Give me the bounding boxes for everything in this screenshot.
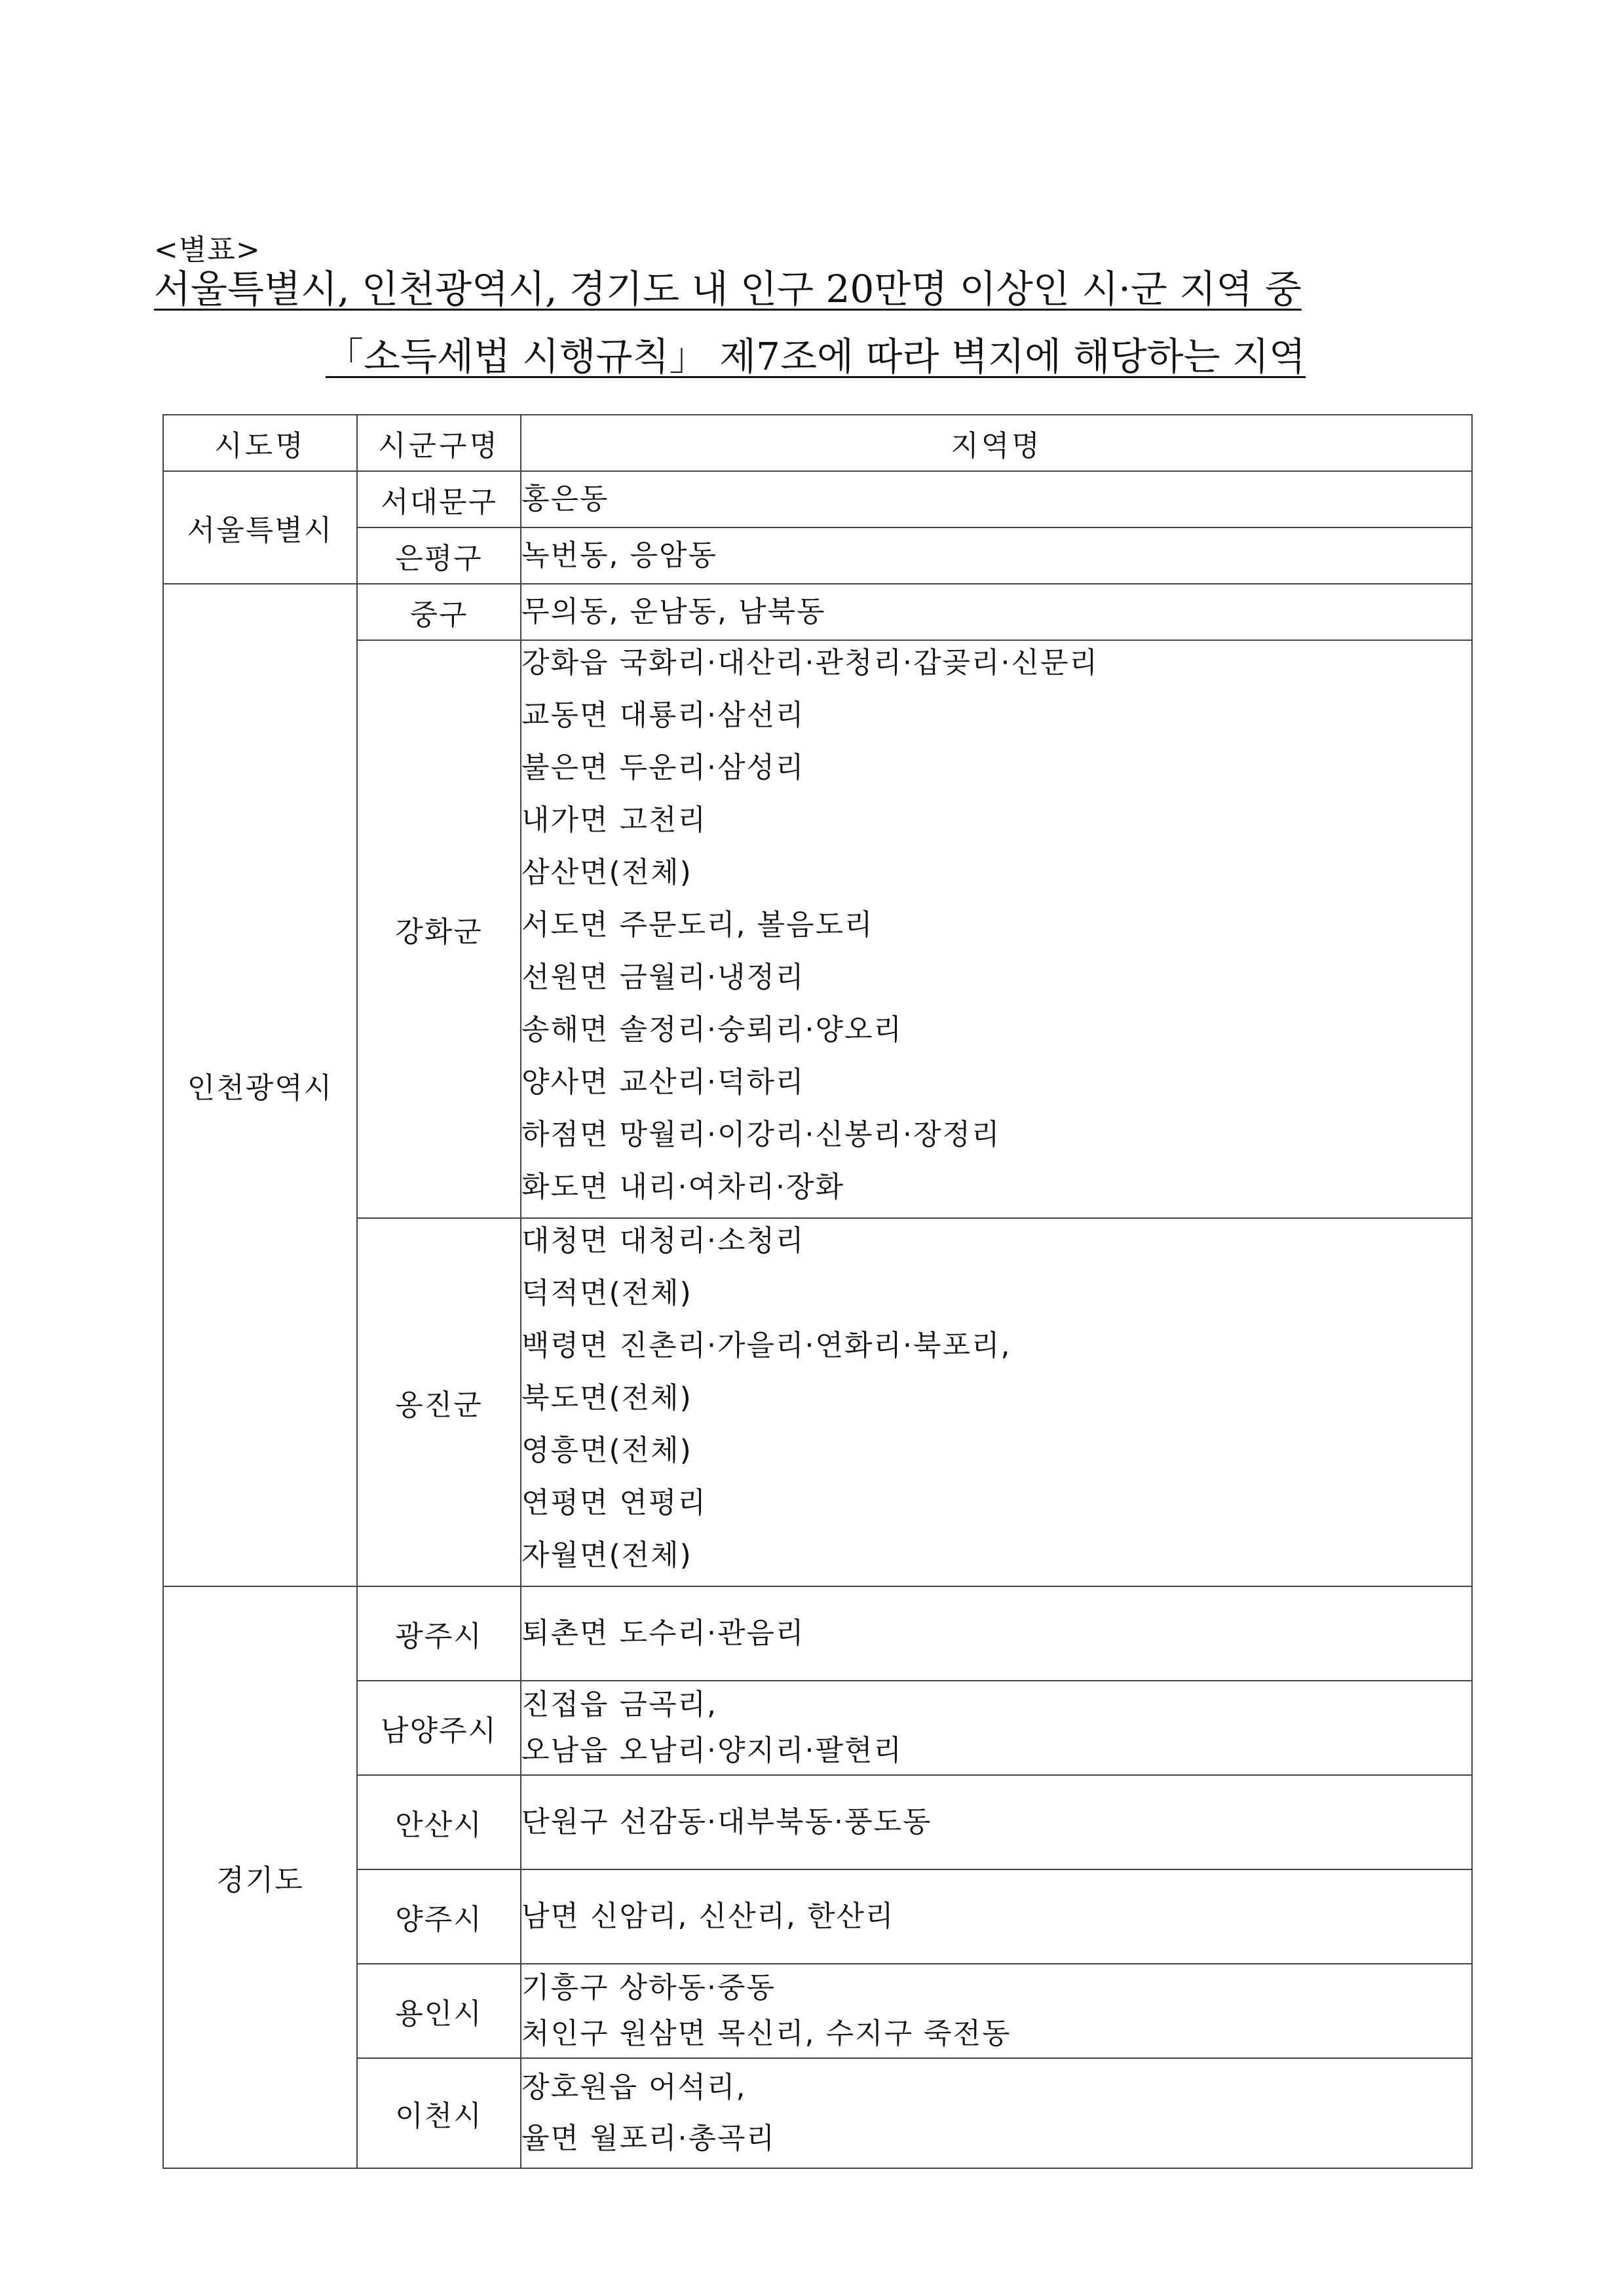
district-cell: 서대문구 — [357, 471, 521, 527]
document-title-line-1: 서울특별시, 인천광역시, 경기도 내 인구 20만명 이상인 시·군 지역 중 — [154, 267, 1302, 311]
area-cell — [521, 1775, 1472, 1869]
province-cell: 서울특별시 — [163, 471, 357, 584]
area-line: 기흥구 상하동·중동 — [521, 1971, 776, 2004]
area-line: 내가면 고천리 — [521, 803, 708, 837]
area-line: 대청면 대청리·소청리 — [521, 1224, 805, 1257]
header-area: 지역명 — [521, 415, 1472, 471]
area-line: 강화읍 국화리·대산리·관청리·갑곶리·신문리 — [521, 646, 1099, 679]
table-row — [163, 527, 1472, 584]
district-cell: 양주시 — [357, 1869, 521, 1964]
area-cell — [521, 1964, 1472, 2058]
area-line: 삼산면(전체) — [521, 856, 692, 889]
area-line: 율면 월포리·총곡리 — [521, 2122, 776, 2155]
area-line: 덕적면(전체) — [521, 1276, 692, 1310]
area-line: 장호원읍 어석리, — [521, 2071, 747, 2104]
area-line: 단원구 선감동·대부북동·풍도동 — [521, 1805, 932, 1839]
header-district: 시군구명 — [357, 415, 521, 471]
area-line: 진접읍 금곡리, — [521, 1688, 717, 1721]
header-province: 시도명 — [163, 415, 357, 471]
area-cell — [521, 1218, 1472, 1586]
region-table — [162, 414, 1473, 2169]
area-line: 하점면 망월리·이강리·신봉리·장정리 — [521, 1118, 1001, 1151]
table-row — [163, 471, 1472, 527]
table-row — [163, 1869, 1472, 1964]
area-cell — [521, 527, 1472, 584]
table-row — [163, 1681, 1472, 1775]
area-line: 불은면 두운리·삼성리 — [521, 751, 805, 784]
area-line: 화도면 내리·여차리·장화 — [521, 1170, 844, 1204]
table-header-row — [163, 415, 1472, 471]
district-cell: 남양주시 — [357, 1681, 521, 1775]
area-line: 홍은동 — [521, 482, 609, 516]
area-line: 송해면 솔정리·숭뢰리·양오리 — [521, 1013, 903, 1046]
table-row — [163, 1586, 1472, 1681]
area-line: 남면 신암리, 신산리, 한산리 — [521, 1900, 895, 1933]
table-row — [163, 640, 1472, 1218]
district-cell: 옹진군 — [357, 1218, 521, 1586]
district-cell: 은평구 — [357, 527, 521, 584]
area-line: 북도면(전체) — [521, 1381, 692, 1415]
document-title-line-2: 「소득세법 시행규칙」 제7조에 따라 벽지에 해당하는 지역 — [325, 334, 1306, 379]
area-line: 교동면 대룡리·삼선리 — [521, 698, 805, 732]
area-cell — [521, 471, 1472, 527]
table-row — [163, 1775, 1472, 1869]
area-cell — [521, 1586, 1472, 1681]
district-cell: 용인시 — [357, 1964, 521, 2058]
district-cell: 중구 — [357, 584, 521, 640]
annex-label: <별표> — [154, 233, 261, 267]
district-cell: 이천시 — [357, 2058, 521, 2168]
district-cell: 안산시 — [357, 1775, 521, 1869]
area-cell — [521, 584, 1472, 640]
area-cell — [521, 1869, 1472, 1964]
area-cell — [521, 2058, 1472, 2168]
area-line: 백령면 진촌리·가을리·연화리·북포리, — [521, 1329, 1011, 1362]
area-line: 서도면 주문도리, 볼음도리 — [521, 908, 874, 942]
area-line: 처인구 원삼면 목신리, 수지구 죽전동 — [521, 2017, 1011, 2050]
area-cell — [521, 640, 1472, 1218]
district-cell: 광주시 — [357, 1586, 521, 1681]
area-cell — [521, 1681, 1472, 1775]
area-line: 오남읍 오남리·양지리·팔현리 — [521, 1734, 903, 1767]
district-cell: 강화군 — [357, 640, 521, 1218]
table-row — [163, 1964, 1472, 2058]
table-row — [163, 1218, 1472, 1586]
area-line: 양사면 교산리·덕하리 — [521, 1065, 805, 1099]
province-cell: 인천광역시 — [163, 584, 357, 1586]
area-line: 영흥면(전체) — [521, 1434, 692, 1467]
province-cell: 경기도 — [163, 1586, 357, 2168]
area-line: 자월면(전체) — [521, 1539, 692, 1572]
table-row — [163, 2058, 1472, 2168]
area-line: 녹번동, 응암동 — [521, 539, 717, 572]
area-line: 퇴촌면 도수리·관음리 — [521, 1617, 805, 1650]
area-line: 연평면 연평리 — [521, 1486, 708, 1520]
table-row — [163, 584, 1472, 640]
area-line: 무의동, 운남동, 남북동 — [521, 595, 826, 628]
area-line: 선원면 금월리·냉정리 — [521, 961, 805, 994]
